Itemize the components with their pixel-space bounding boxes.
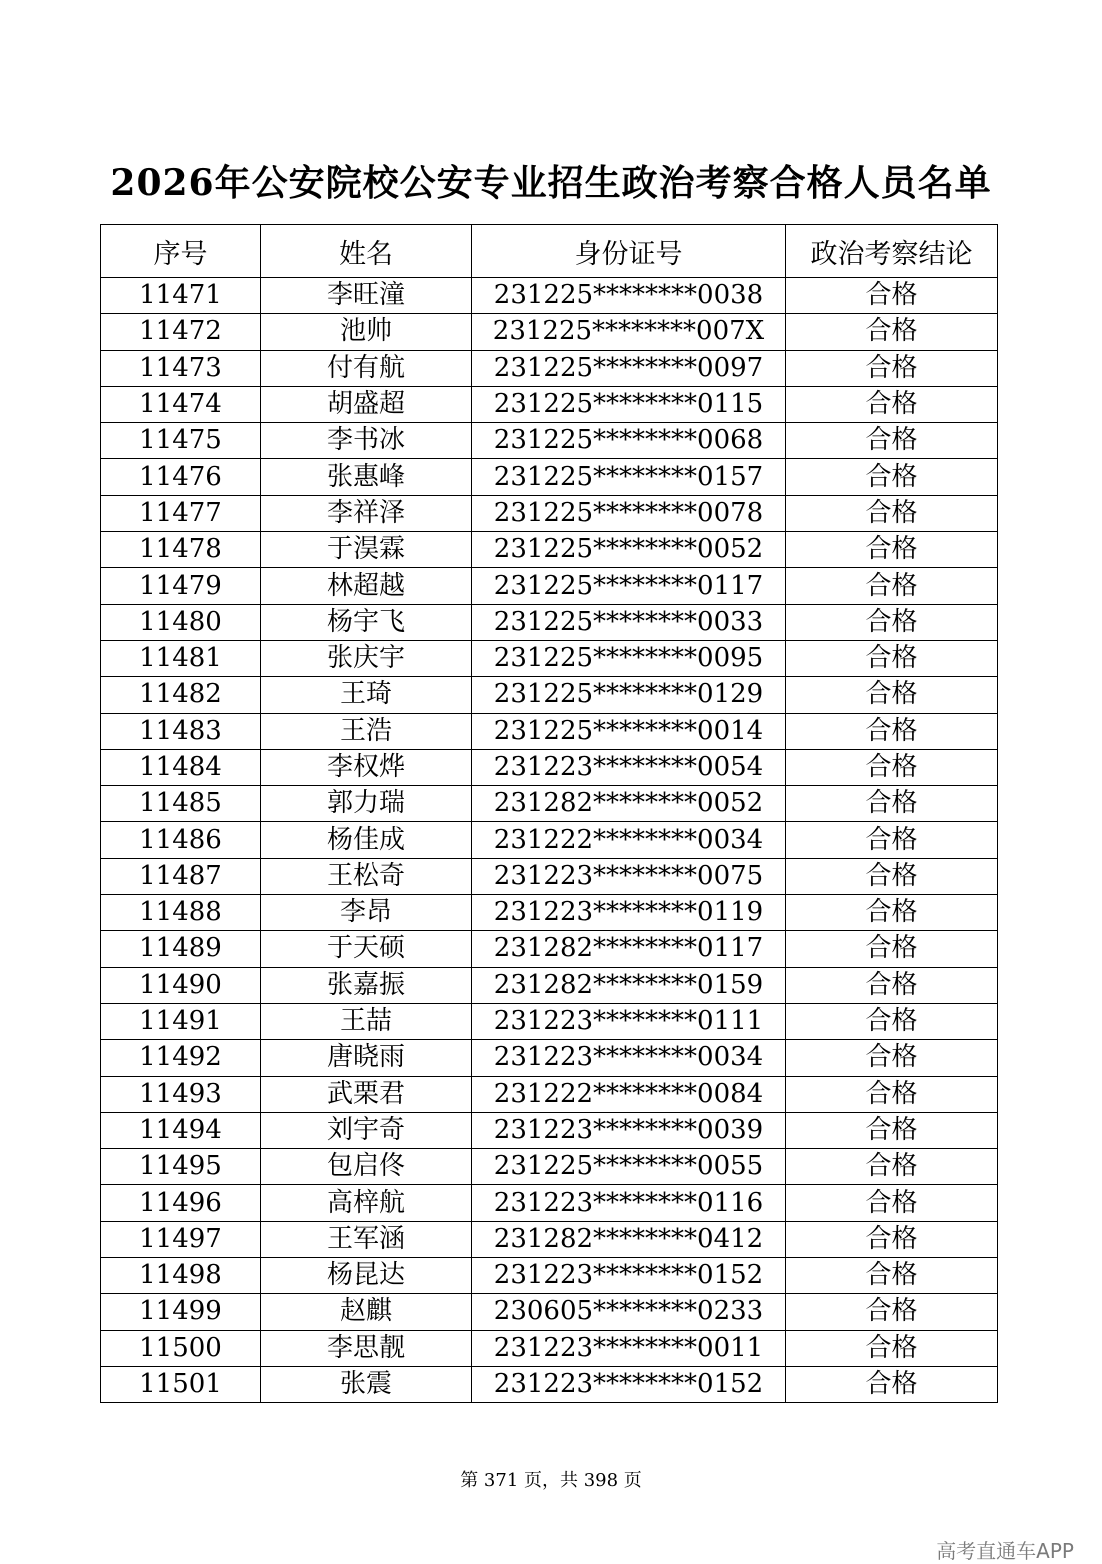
cell-conclusion: 合格 <box>786 423 998 459</box>
cell-id-number: 231225********0052 <box>472 532 786 568</box>
cell-id-number: 231225********0068 <box>472 423 786 459</box>
cell-name: 张嘉振 <box>261 967 472 1003</box>
cell-name: 池帅 <box>261 314 472 350</box>
cell-id-number: 231223********0119 <box>472 895 786 931</box>
cell-id-number: 231225********0055 <box>472 1149 786 1185</box>
cell-conclusion: 合格 <box>786 350 998 386</box>
cell-seq: 11486 <box>101 822 261 858</box>
cell-name: 王军涵 <box>261 1221 472 1257</box>
cell-name: 张庆宇 <box>261 640 472 676</box>
table-row <box>101 386 998 422</box>
cell-seq: 11492 <box>101 1040 261 1076</box>
cell-conclusion: 合格 <box>786 1221 998 1257</box>
table-row <box>101 895 998 931</box>
cell-seq: 11500 <box>101 1330 261 1366</box>
cell-seq: 11479 <box>101 568 261 604</box>
table-row <box>101 713 998 749</box>
cell-seq: 11474 <box>101 386 261 422</box>
cell-id-number: 231282********0117 <box>472 931 786 967</box>
cell-id-number: 231282********0052 <box>472 786 786 822</box>
table-row <box>101 532 998 568</box>
cell-id-number: 231223********0054 <box>472 749 786 785</box>
table-row <box>101 314 998 350</box>
cell-name: 李思靓 <box>261 1330 472 1366</box>
cell-name: 于天硕 <box>261 931 472 967</box>
watermark: 高考直通车APP <box>936 1539 1074 1563</box>
cell-conclusion: 合格 <box>786 278 998 314</box>
cell-id-number: 231282********0412 <box>472 1221 786 1257</box>
table-row <box>101 1076 998 1112</box>
cell-id-number: 231223********0152 <box>472 1366 786 1402</box>
table-row <box>101 1112 998 1148</box>
header-id-number: 身份证号 <box>472 225 786 278</box>
cell-seq: 11497 <box>101 1221 261 1257</box>
cell-name: 李权烨 <box>261 749 472 785</box>
table-row <box>101 568 998 604</box>
cell-name: 张惠峰 <box>261 459 472 495</box>
cell-conclusion: 合格 <box>786 532 998 568</box>
table-row <box>101 1149 998 1185</box>
cell-name: 刘宇奇 <box>261 1112 472 1148</box>
cell-seq: 11488 <box>101 895 261 931</box>
header-row <box>101 225 998 278</box>
cell-name: 张震 <box>261 1366 472 1402</box>
cell-conclusion: 合格 <box>786 1003 998 1039</box>
cell-id-number: 231225********0095 <box>472 640 786 676</box>
cell-seq: 11483 <box>101 713 261 749</box>
cell-conclusion: 合格 <box>786 459 998 495</box>
cell-id-number: 231225********0097 <box>472 350 786 386</box>
cell-seq: 11499 <box>101 1294 261 1330</box>
cell-seq: 11490 <box>101 967 261 1003</box>
table-row <box>101 604 998 640</box>
table-row <box>101 1040 998 1076</box>
cell-id-number: 231225********0033 <box>472 604 786 640</box>
cell-conclusion: 合格 <box>786 1040 998 1076</box>
cell-conclusion: 合格 <box>786 1149 998 1185</box>
cell-conclusion: 合格 <box>786 1366 998 1402</box>
table-row <box>101 1366 998 1402</box>
table-row <box>101 858 998 894</box>
cell-seq: 11498 <box>101 1258 261 1294</box>
cell-conclusion: 合格 <box>786 495 998 531</box>
cell-name: 武栗君 <box>261 1076 472 1112</box>
cell-name: 李旺潼 <box>261 278 472 314</box>
cell-conclusion: 合格 <box>786 1112 998 1148</box>
table-row <box>101 822 998 858</box>
table-row <box>101 423 998 459</box>
cell-name: 赵麒 <box>261 1294 472 1330</box>
cell-conclusion: 合格 <box>786 1294 998 1330</box>
cell-seq: 11485 <box>101 786 261 822</box>
cell-id-number: 231223********0075 <box>472 858 786 894</box>
cell-conclusion: 合格 <box>786 895 998 931</box>
page-number-footer: 第 371 页，共 398 页 <box>460 1470 642 1491</box>
cell-seq: 11472 <box>101 314 261 350</box>
table-row <box>101 786 998 822</box>
cell-conclusion: 合格 <box>786 604 998 640</box>
cell-seq: 11496 <box>101 1185 261 1221</box>
cell-conclusion: 合格 <box>786 967 998 1003</box>
cell-seq: 11489 <box>101 931 261 967</box>
table-row <box>101 749 998 785</box>
cell-name: 李祥泽 <box>261 495 472 531</box>
cell-seq: 11484 <box>101 749 261 785</box>
cell-id-number: 231222********0084 <box>472 1076 786 1112</box>
cell-name: 杨佳成 <box>261 822 472 858</box>
table-row <box>101 1330 998 1366</box>
cell-seq: 11481 <box>101 640 261 676</box>
table-row <box>101 459 998 495</box>
cell-id-number: 231225********0014 <box>472 713 786 749</box>
cell-seq: 11494 <box>101 1112 261 1148</box>
cell-seq: 11478 <box>101 532 261 568</box>
cell-name: 王喆 <box>261 1003 472 1039</box>
cell-name: 唐晓雨 <box>261 1040 472 1076</box>
cell-name: 付有航 <box>261 350 472 386</box>
cell-seq: 11473 <box>101 350 261 386</box>
cell-id-number: 231225********0157 <box>472 459 786 495</box>
document-title: 2026年公安院校公安专业招生政治考察合格人员名单 <box>110 162 992 204</box>
cell-name: 于淏霖 <box>261 532 472 568</box>
cell-name: 杨宇飞 <box>261 604 472 640</box>
cell-seq: 11482 <box>101 677 261 713</box>
cell-conclusion: 合格 <box>786 931 998 967</box>
table-row <box>101 967 998 1003</box>
cell-seq: 11477 <box>101 495 261 531</box>
cell-conclusion: 合格 <box>786 786 998 822</box>
header-seq: 序号 <box>101 225 261 278</box>
cell-seq: 11480 <box>101 604 261 640</box>
cell-conclusion: 合格 <box>786 822 998 858</box>
table-row <box>101 1258 998 1294</box>
cell-id-number: 231225********0038 <box>472 278 786 314</box>
cell-name: 林超越 <box>261 568 472 604</box>
cell-conclusion: 合格 <box>786 640 998 676</box>
cell-id-number: 231225********007X <box>472 314 786 350</box>
cell-id-number: 231223********0039 <box>472 1112 786 1148</box>
cell-id-number: 231225********0129 <box>472 677 786 713</box>
table-row <box>101 640 998 676</box>
table-row <box>101 1003 998 1039</box>
cell-seq: 11476 <box>101 459 261 495</box>
table-row <box>101 1185 998 1221</box>
cell-seq: 11493 <box>101 1076 261 1112</box>
cell-conclusion: 合格 <box>786 314 998 350</box>
cell-id-number: 231222********0034 <box>472 822 786 858</box>
cell-conclusion: 合格 <box>786 713 998 749</box>
table-row <box>101 677 998 713</box>
cell-conclusion: 合格 <box>786 568 998 604</box>
cell-conclusion: 合格 <box>786 1258 998 1294</box>
cell-seq: 11495 <box>101 1149 261 1185</box>
cell-name: 胡盛超 <box>261 386 472 422</box>
cell-seq: 11501 <box>101 1366 261 1402</box>
table-row <box>101 278 998 314</box>
cell-name: 高梓航 <box>261 1185 472 1221</box>
table-row <box>101 350 998 386</box>
cell-id-number: 231223********0011 <box>472 1330 786 1366</box>
cell-seq: 11475 <box>101 423 261 459</box>
cell-seq: 11487 <box>101 858 261 894</box>
header-conclusion: 政治考察结论 <box>786 225 998 278</box>
cell-name: 郭力瑞 <box>261 786 472 822</box>
table-row <box>101 931 998 967</box>
table-body <box>101 278 998 1403</box>
cell-id-number: 231223********0111 <box>472 1003 786 1039</box>
cell-name: 王琦 <box>261 677 472 713</box>
cell-conclusion: 合格 <box>786 677 998 713</box>
cell-id-number: 231225********0078 <box>472 495 786 531</box>
cell-name: 包启佟 <box>261 1149 472 1185</box>
cell-conclusion: 合格 <box>786 749 998 785</box>
cell-conclusion: 合格 <box>786 858 998 894</box>
cell-name: 杨昆达 <box>261 1258 472 1294</box>
roster-table <box>100 224 998 1403</box>
cell-name: 王浩 <box>261 713 472 749</box>
cell-id-number: 231223********0152 <box>472 1258 786 1294</box>
cell-id-number: 231223********0034 <box>472 1040 786 1076</box>
cell-name: 李书冰 <box>261 423 472 459</box>
cell-seq: 11471 <box>101 278 261 314</box>
cell-name: 王松奇 <box>261 858 472 894</box>
table-row <box>101 1294 998 1330</box>
cell-id-number: 231225********0117 <box>472 568 786 604</box>
cell-id-number: 231282********0159 <box>472 967 786 1003</box>
cell-id-number: 231225********0115 <box>472 386 786 422</box>
header-name: 姓名 <box>261 225 472 278</box>
cell-conclusion: 合格 <box>786 1076 998 1112</box>
cell-conclusion: 合格 <box>786 1330 998 1366</box>
cell-id-number: 231223********0116 <box>472 1185 786 1221</box>
cell-conclusion: 合格 <box>786 1185 998 1221</box>
table-row <box>101 1221 998 1257</box>
table-row <box>101 495 998 531</box>
cell-conclusion: 合格 <box>786 386 998 422</box>
cell-id-number: 230605********0233 <box>472 1294 786 1330</box>
cell-name: 李昂 <box>261 895 472 931</box>
table-header <box>101 225 998 278</box>
cell-seq: 11491 <box>101 1003 261 1039</box>
